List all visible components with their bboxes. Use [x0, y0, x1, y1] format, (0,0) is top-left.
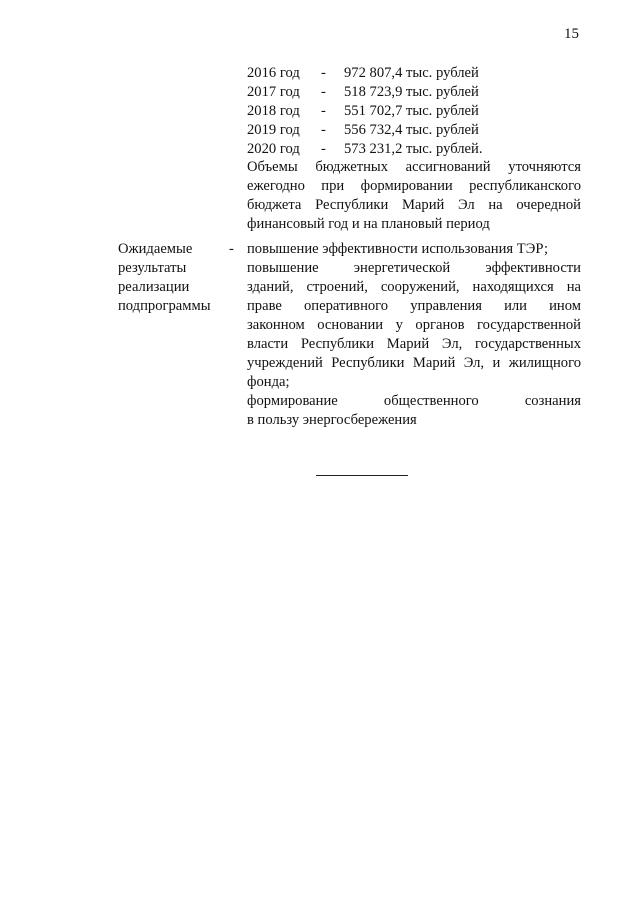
budget-amount: 551 702,7 тыс. рублей: [344, 103, 479, 119]
budget-row: [247, 121, 587, 140]
budget-note-paragraph: [247, 158, 581, 234]
results-label-line: реализации: [118, 279, 190, 295]
budget-by-year-list: [247, 64, 587, 159]
budget-dash: -: [321, 84, 326, 100]
results-label-line: Ожидаемые: [118, 241, 193, 257]
budget-note-line: финансовый год и на плановый период: [247, 216, 490, 232]
budget-amount: 972 807,4 тыс. рублей: [344, 65, 479, 81]
budget-dash: -: [321, 122, 326, 138]
budget-row: [247, 83, 587, 102]
results-text-line: формирование общественного сознания: [247, 393, 581, 409]
results-text-line: праве оперативного управления или ином: [247, 298, 581, 314]
end-of-section-rule: [316, 475, 408, 476]
expected-results-text: [247, 240, 581, 430]
budget-note-line: бюджета Республики Марий Эл на очередной: [247, 197, 581, 213]
budget-dash: -: [321, 141, 326, 157]
budget-dash: -: [321, 65, 326, 81]
results-dash: -: [229, 241, 234, 257]
budget-row: [247, 102, 587, 121]
budget-note-line: ежегодно при формировании республиканского: [247, 178, 581, 194]
results-text-line: власти Республики Марий Эл, государственных: [247, 336, 581, 352]
results-text-line: повышение энергетической эффективности: [247, 260, 581, 276]
page-number: 15: [564, 26, 579, 42]
results-text-line: законном основании у органов государственной: [247, 317, 581, 333]
budget-amount: 573 231,2 тыс. рублей.: [344, 141, 483, 157]
budget-dash: -: [321, 103, 326, 119]
budget-year: 2019 год: [247, 122, 300, 138]
budget-row: [247, 140, 587, 159]
budget-row: [247, 64, 587, 83]
expected-results-label: [118, 240, 228, 316]
budget-note-line: Объемы бюджетных ассигнований уточняются: [247, 159, 581, 175]
results-text-line: фонда;: [247, 374, 290, 390]
budget-year: 2017 год: [247, 84, 300, 100]
budget-year: 2018 год: [247, 103, 300, 119]
results-text-line: зданий, строений, сооружений, находящихся на: [247, 279, 581, 295]
results-label-line: результаты: [118, 260, 187, 276]
budget-amount: 518 723,9 тыс. рублей: [344, 84, 479, 100]
budget-year: 2020 год: [247, 141, 300, 157]
results-text-line: учреждений Республики Марий Эл, и жилищного: [247, 355, 581, 371]
results-label-line: подпрограммы: [118, 298, 211, 314]
results-text-line: в пользу энергосбережения: [247, 412, 417, 428]
results-text-line: повышение эффективности использования ТЭР;: [247, 241, 549, 257]
budget-year: 2016 год: [247, 65, 300, 81]
budget-amount: 556 732,4 тыс. рублей: [344, 122, 479, 138]
